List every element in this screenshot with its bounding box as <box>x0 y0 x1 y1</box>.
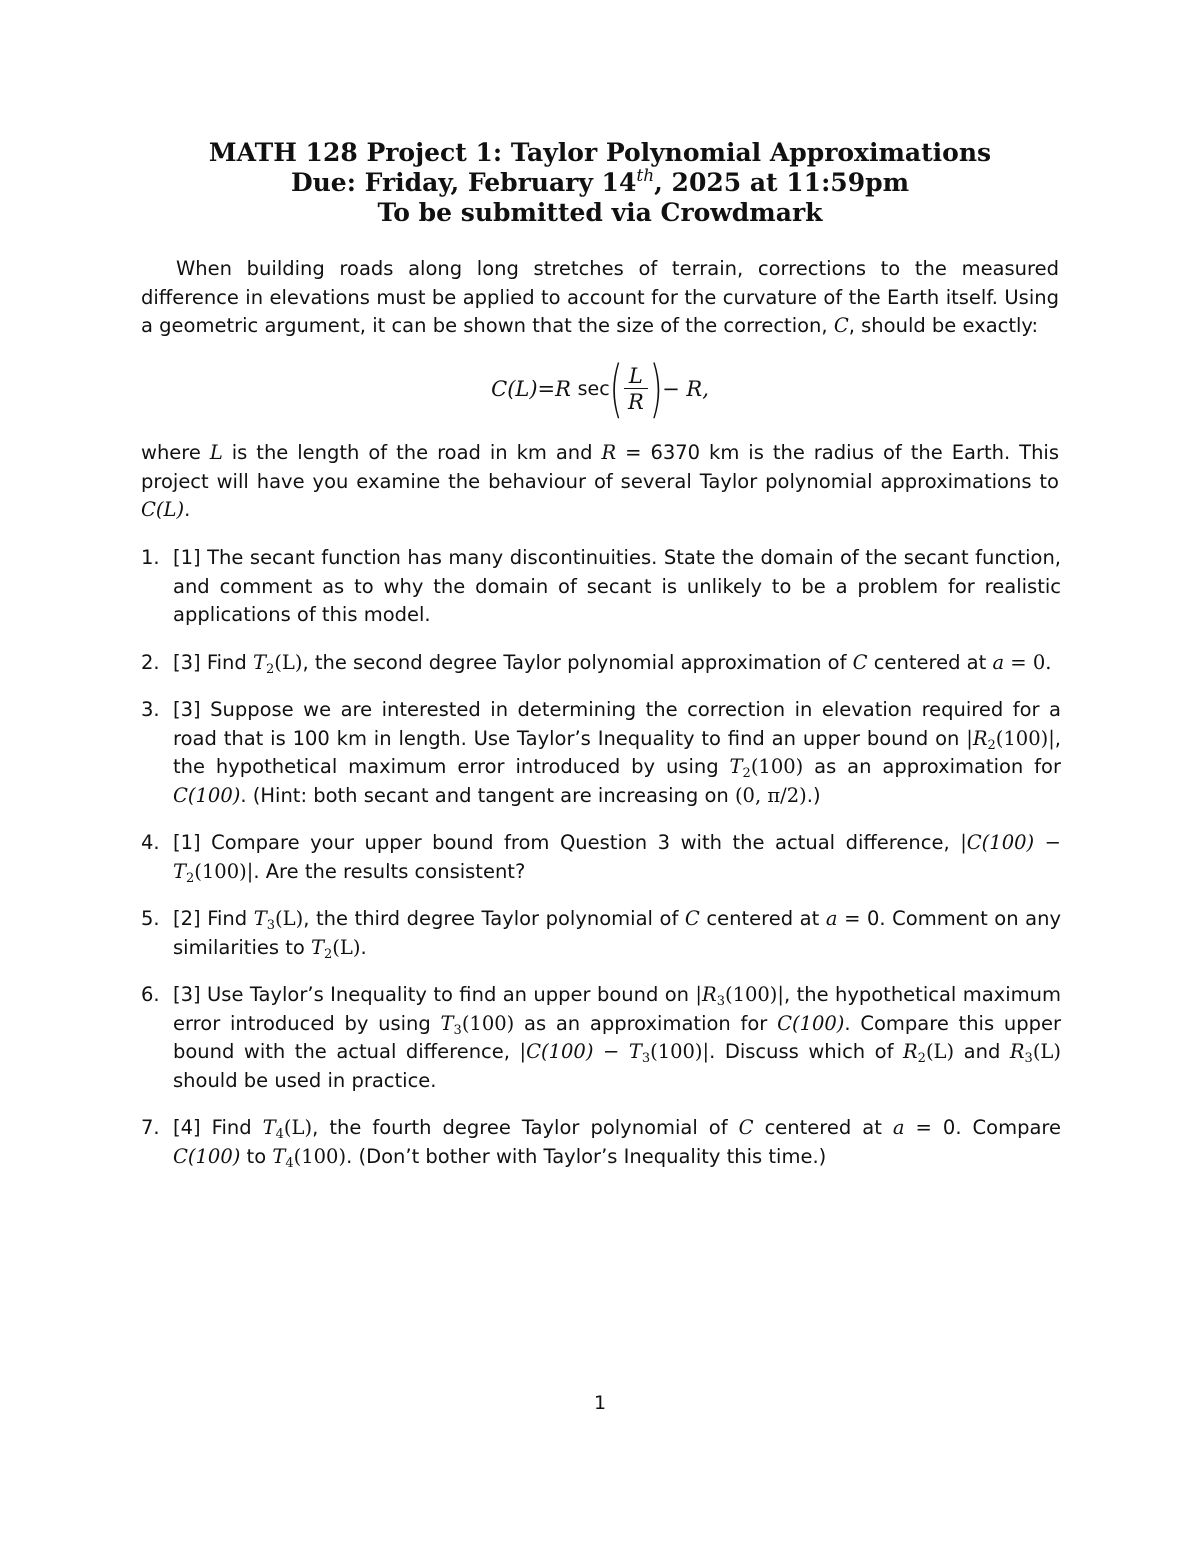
question-3: 3. [3] Suppose we are interested in determining the correction in elevation required for a road that is 100 km in length. Use Taylor’s Inequality to find an upper bound on $|R_2(100)|$, the hypothetical maximum error introduced by using $T_2(100)$ as an approximation for C(100). (Hint: both secant and tangent are increasing on (0, π/2).) <box>141 698 1061 807</box>
question-6: 6. [3] Use Taylor’s Inequality to find an upper bound on $|R_3(100)|$, the hypothetical maximum error introduced by using $T_3(100)$ as an approximation for C(100). Compare this upper bound with the actual difference, $|C(100) - T_3(100)|$. Discuss which of $R_2(L)$ and $R_3(L)$ should be used in practice. <box>141 983 1061 1092</box>
fraction: $\frac{L}{R}$ <box>624 364 648 415</box>
document-title: MATH 128 Project 1: Taylor Polynomial Approximations <box>208 138 992 167</box>
intro-paragraph: When building roads along long stretches of terrain, corrections to the measured difference in elevations must be applied to account for the curvature of the Earth itself. Using a geometric argument, it can be shown that the size of the correction, C, should be exactly: <box>141 257 1059 337</box>
correction-equation: C (L) = R sec ( $\frac{L}{R}$ ) − R, <box>491 352 709 425</box>
submission-note: To be submitted via Crowdmark <box>377 198 823 227</box>
question-7: 7. [4] Find $T_4(L)$, the fourth degree Taylor polynomial of C centered at a = 0. Compare C(100) to $T_4(100)$. (Don’t bother with Taylor’s Inequality this time.) <box>141 1116 1061 1171</box>
question-list <box>141 544 1061 1190</box>
document-header <box>140 138 1060 228</box>
question-1: 1. [1] The secant function has many discontinuities. State the domain of the secant function, and comment as to why the domain of secant is unlikely to be a problem for realistic applications of this model. <box>141 546 1061 626</box>
page-number: 1 <box>593 1392 607 1414</box>
definitions-paragraph: where L is the length of the road in km and R = 6370 km is the radius of the Earth. This project will have you examine the behaviour of several Taylor polynomial approximations to C(L). <box>141 441 1060 521</box>
due-date: Due: Friday, February 14th, 2025 at 11:59pm <box>290 166 910 197</box>
question-2: 2. [3] Find $T_2(L)$, the second degree Taylor polynomial approximation of C centered at a = 0. <box>141 650 1052 677</box>
question-5: 5. [2] Find $T_3(L)$, the third degree Taylor polynomial of C centered at a = 0. Comment on any similarities to $T_2(L)$. <box>141 907 1061 962</box>
question-4: 4. [1] Compare your upper bound from Question 3 with the actual difference, $|C(100) - T_2(100)|$. Are the results consistent? <box>141 831 1061 886</box>
